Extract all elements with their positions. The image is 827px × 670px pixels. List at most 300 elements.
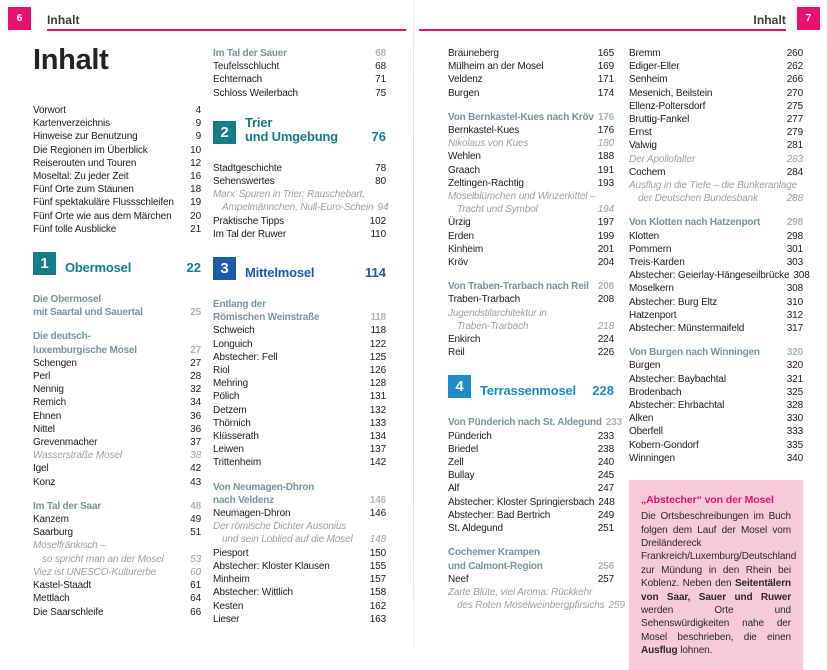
toc-entry-label: Die Regionen im Überblick	[33, 144, 148, 156]
toc-entry-page: 12	[190, 157, 201, 169]
toc-entry	[33, 130, 201, 143]
toc-heading	[33, 293, 201, 306]
toc-entry-label: Kröv	[448, 257, 468, 269]
toc-entry	[448, 482, 614, 495]
toc-entry-page: 131	[369, 391, 386, 403]
toc-entry	[33, 383, 201, 396]
toc-entry-label: Oberfell	[629, 426, 663, 438]
toc-entry-label: Klüsserath	[213, 431, 259, 443]
toc-note-page: 60	[190, 566, 201, 578]
toc-note-page: 53	[190, 553, 201, 565]
info-box-body	[641, 510, 797, 657]
toc-note	[448, 599, 625, 612]
toc-entry	[33, 104, 201, 117]
toc-entry-label: Ediger-Eller	[629, 61, 680, 73]
toc-entry	[213, 324, 386, 337]
toc-entry	[33, 513, 201, 526]
toc-entry-label: Abstecher: Geierlay-Hängeseilbrücke	[629, 270, 790, 282]
toc-entry-label: Pölich	[213, 391, 240, 403]
toc-entry-page: 78	[375, 162, 386, 174]
toc-entry-page: 34	[190, 397, 201, 409]
toc-note	[213, 201, 389, 214]
toc-entry-label: Briedel	[448, 443, 479, 455]
toc-entry	[448, 177, 614, 190]
section-number-badge: 3	[213, 257, 236, 280]
toc-entry	[33, 170, 201, 183]
toc-entry-label: Abstecher: Kloster Springiersbach	[448, 496, 595, 508]
toc-entry-label: Neef	[448, 573, 469, 585]
toc-entry-page: 61	[190, 580, 201, 592]
toc-entry-page: 80	[375, 176, 386, 188]
toc-entry-label: Graach	[448, 164, 480, 176]
toc-entry	[213, 443, 386, 456]
toc-entry	[629, 230, 803, 243]
toc-entry-label: Ernst	[629, 127, 652, 139]
toc-entry-page: 49	[190, 514, 201, 526]
toc-entry-page: 75	[375, 87, 386, 99]
toc-entry	[33, 396, 201, 409]
toc-entry	[33, 592, 201, 605]
toc-entry-label: Thörnich	[213, 417, 251, 429]
toc-entry-label: Remich	[33, 397, 66, 409]
column-gap	[33, 236, 201, 247]
toc-entry	[629, 309, 803, 322]
toc-entry-page: 284	[786, 166, 803, 178]
toc-entry-page: 266	[786, 74, 803, 86]
toc-entry	[629, 166, 803, 179]
toc-note	[33, 566, 201, 579]
toc-entry	[629, 269, 810, 282]
toc-note	[213, 533, 386, 546]
toc-entry-page: 333	[786, 426, 803, 438]
toc-entry	[448, 230, 614, 243]
toc-heading-label: Im Tal der Saar	[33, 500, 101, 512]
toc-entry	[213, 404, 386, 417]
toc-heading	[33, 306, 201, 319]
info-box-text: werden Orte und Sehenswürdigkeiten nahe der Mosel beschrieben, die einen	[641, 604, 791, 643]
toc-entry-page: 176	[597, 125, 614, 137]
toc-column-1	[33, 44, 201, 619]
toc-heading-page: 176	[597, 111, 614, 123]
column-gap	[213, 287, 386, 298]
toc-entry-label: Kesten	[213, 600, 244, 612]
toc-note-label: der Deutschen Bundesbank	[638, 193, 758, 205]
toc-entry	[213, 162, 386, 175]
section-page: 22	[186, 260, 201, 276]
abstecher-info-box	[629, 480, 803, 669]
toc-entry-label: Bullay	[448, 470, 475, 482]
toc-entry-label: Kinheim	[448, 243, 484, 255]
column-gap	[448, 535, 614, 546]
toc-entry	[448, 124, 614, 137]
toc-entry	[213, 364, 386, 377]
toc-entry-page: 10	[190, 144, 201, 156]
toc-entry	[33, 476, 201, 489]
page-title: Inhalt	[33, 44, 109, 76]
toc-entry-label: Abstecher: Wittlich	[213, 587, 293, 599]
toc-entry	[213, 586, 386, 599]
toc-note	[448, 307, 614, 320]
toc-entry-label: Moseltal: Zu jeder Zeit	[33, 171, 129, 183]
toc-entry-label: Pommern	[629, 243, 672, 255]
toc-entry-label: Mettlach	[33, 593, 70, 605]
toc-heading	[213, 298, 386, 311]
toc-entry	[448, 509, 614, 522]
toc-entry	[33, 606, 201, 619]
toc-entry-label: Ehnen	[33, 410, 62, 422]
page-number-left: 6	[8, 7, 31, 30]
toc-entry-label: St. Aldegund	[448, 523, 503, 535]
toc-heading-page: 25	[190, 307, 201, 319]
toc-note-label: und sein Loblied auf die Mosel	[222, 534, 353, 546]
toc-entry	[213, 228, 386, 241]
column-gap	[448, 405, 614, 416]
toc-entry-page: 193	[597, 177, 614, 189]
toc-entry-label: Abstecher: Ehrbachtal	[629, 400, 725, 412]
toc-entry-label: Brodenbach	[629, 386, 682, 398]
toc-entry-page: 126	[369, 365, 386, 377]
toc-entry-page: 36	[190, 423, 201, 435]
toc-entry	[213, 507, 386, 520]
toc-entry-page: 51	[190, 527, 201, 539]
toc-heading-page: 208	[597, 281, 614, 293]
toc-entry	[448, 293, 614, 306]
toc-entry-label: Burgen	[448, 87, 480, 99]
toc-entry-page: 157	[369, 574, 386, 586]
toc-entry	[213, 417, 386, 430]
toc-heading	[448, 416, 622, 429]
toc-heading-page: 118	[370, 312, 386, 324]
column-gap	[629, 205, 803, 216]
toc-entry-page: 128	[369, 378, 386, 390]
toc-entry-page: 251	[597, 523, 614, 535]
toc-entry	[629, 386, 803, 399]
toc-entry	[629, 100, 803, 113]
toc-entry	[33, 210, 201, 223]
toc-entry	[33, 196, 201, 209]
toc-entry-page: 328	[786, 400, 803, 412]
toc-entry-page: 279	[786, 127, 803, 139]
toc-heading-label: nach Veldenz	[213, 494, 274, 506]
toc-entry-page: 110	[370, 228, 386, 240]
toc-entry-page: 308	[786, 283, 803, 295]
section-page: 228	[592, 383, 614, 399]
toc-entry-label: Mesenich, Beilstein	[629, 87, 713, 99]
running-header-right: Inhalt	[753, 13, 786, 27]
toc-entry	[629, 126, 803, 139]
toc-section-1	[33, 252, 201, 275]
toc-entry-label: Zeltingen-Rachtig	[448, 177, 524, 189]
toc-entry-page: 37	[190, 437, 201, 449]
toc-entry-page: 312	[786, 309, 803, 321]
toc-entry-page: 298	[786, 230, 803, 242]
toc-entry-page: 233	[597, 430, 614, 442]
toc-entry	[448, 150, 614, 163]
toc-entry	[33, 423, 201, 436]
toc-entry	[213, 338, 386, 351]
toc-entry	[448, 496, 614, 509]
section-page: 114	[365, 265, 386, 281]
toc-note-label: Ausflug in die Tiefe – die Bunkeranlage	[629, 180, 798, 192]
toc-entry-label: Bremm	[629, 48, 661, 59]
toc-entry-page: 27	[190, 357, 201, 369]
toc-note	[213, 188, 386, 201]
toc-entry-page: 199	[597, 230, 614, 242]
section-number-badge: 2	[213, 121, 236, 144]
toc-entry-page: 208	[597, 294, 614, 306]
info-box-title: „Abstecher“ von der Mosel	[641, 494, 774, 507]
toc-entry-page: 19	[190, 197, 201, 209]
toc-entry-label: Pünderich	[448, 430, 492, 442]
toc-entry-page: 28	[190, 371, 201, 383]
toc-note	[448, 137, 614, 150]
toc-entry	[213, 573, 386, 586]
toc-entry	[629, 256, 803, 269]
toc-entry-page: 262	[786, 61, 803, 73]
toc-entry	[448, 333, 614, 346]
toc-entry-page: 18	[190, 184, 201, 196]
toc-entry	[213, 430, 386, 443]
toc-heading	[213, 494, 386, 507]
toc-note-label: Nikolaus von Kues	[448, 138, 529, 150]
toc-entry-page: 64	[190, 593, 201, 605]
toc-entry-page: 125	[369, 351, 386, 363]
section-title	[65, 261, 187, 275]
toc-heading-label: mit Saartal und Sauertal	[33, 307, 143, 319]
toc-note-label: Viez ist UNESCO-Kulturerbe	[33, 566, 157, 578]
toc-column-2	[213, 47, 389, 626]
toc-entry-label: Grevenmacher	[33, 437, 98, 449]
toc-entry	[33, 157, 201, 170]
toc-note-label: so spricht man an der Mosel	[42, 553, 164, 565]
toc-heading	[448, 280, 614, 293]
section-title-line: Obermosel	[65, 260, 132, 276]
column-gap	[213, 241, 386, 252]
toc-entry-page: 197	[597, 217, 614, 229]
toc-note-page: 180	[597, 138, 614, 150]
page-gutter-divider	[413, 0, 414, 648]
toc-entry	[33, 579, 201, 592]
toc-entry	[213, 377, 386, 390]
column-gap	[213, 470, 386, 481]
toc-section-2	[213, 116, 386, 144]
toc-entry-label: Brauneberg	[448, 48, 499, 59]
toc-entry-page: 169	[597, 61, 614, 73]
toc-entry	[629, 87, 803, 100]
toc-entry-page: 224	[597, 334, 614, 346]
toc-entry-label: Schengen	[33, 357, 77, 369]
toc-entry-label: Burgen	[629, 360, 661, 372]
toc-entry	[629, 243, 803, 256]
toc-heading	[213, 481, 386, 494]
toc-entry	[213, 215, 386, 228]
toc-entry-label: Reiserouten und Touren	[33, 157, 137, 169]
toc-heading-label: Von Burgen nach Winningen	[629, 347, 760, 359]
toc-entry-page: 162	[369, 600, 386, 612]
toc-entry	[629, 452, 803, 465]
toc-entry-page: 260	[786, 48, 803, 59]
toc-note	[448, 320, 614, 333]
toc-entry-label: Kastel-Staadt	[33, 580, 92, 592]
info-box-text: Die Ortsbeschreibungen im Buch folgen dem Lauf der Mosel vom Dreiländereck Frankreich/Luxemburg/Deutschland zur Mündung in den Rhein bei Koblenz. Neben den	[641, 511, 797, 590]
toc-entry-label: Detzem	[213, 404, 247, 416]
toc-entry	[213, 613, 386, 626]
toc-entry	[448, 469, 614, 482]
toc-entry	[213, 456, 386, 469]
toc-entry-page: 42	[190, 463, 201, 475]
toc-entry-page: 245	[597, 470, 614, 482]
toc-entry-label: Sehenswertes	[213, 176, 275, 188]
toc-heading	[448, 111, 614, 124]
toc-entry-label: Trittenheim	[213, 457, 261, 469]
toc-entry-label: Cochem	[629, 166, 666, 178]
toc-entry	[629, 399, 803, 412]
toc-entry-page: 137	[369, 444, 386, 456]
toc-note-page: 38	[190, 450, 201, 462]
toc-heading-label: Cochemer Krampen	[448, 547, 540, 559]
toc-entry-page: 201	[597, 243, 614, 255]
toc-entry-page: 257	[597, 573, 614, 585]
toc-entry-page: 68	[375, 61, 386, 73]
toc-entry-label: Leiwen	[213, 444, 244, 456]
toc-entry	[448, 256, 614, 269]
toc-heading-label: Die deutsch-	[33, 331, 91, 343]
toc-entry-label: Neumagen-Dhron	[213, 508, 291, 520]
toc-entry-page: 191	[597, 164, 614, 176]
toc-entry	[448, 73, 614, 86]
toc-entry-page: 132	[369, 404, 386, 416]
toc-entry-page: 158	[369, 587, 386, 599]
page-number-right: 7	[797, 7, 820, 30]
toc-note	[448, 190, 614, 203]
toc-entry-page: 335	[786, 439, 803, 451]
toc-entry-page: 248	[598, 496, 615, 508]
toc-entry-label: Enkirch	[448, 334, 481, 346]
toc-entry-page: 122	[369, 338, 386, 350]
toc-entry-page: 36	[190, 410, 201, 422]
toc-entry	[448, 573, 614, 586]
column-gap	[448, 269, 614, 280]
toc-entry	[448, 60, 614, 73]
toc-note-label: Moselblümchen und Winzerkittel –	[448, 191, 596, 203]
toc-heading-label: Die Obermosel	[33, 294, 101, 306]
column-gap	[33, 282, 201, 293]
toc-heading	[33, 500, 201, 513]
toc-note-label: Tracht und Symbol	[457, 204, 538, 216]
toc-entry	[448, 346, 614, 359]
toc-entry	[33, 526, 201, 539]
toc-entry	[33, 436, 201, 449]
toc-entry-page: 303	[786, 257, 803, 269]
toc-entry-label: Abstecher: Münstermaifeld	[629, 323, 745, 335]
toc-entry	[448, 443, 614, 456]
toc-entry-label: Kobern-Gondorf	[629, 439, 699, 451]
toc-entry-label: Alken	[629, 413, 654, 425]
toc-note	[33, 539, 201, 552]
toc-note-label: Ampelmännchen, Null-Euro-Schein	[222, 202, 374, 214]
toc-entry-label: Treis-Karden	[629, 257, 685, 269]
toc-entry-label: Piesport	[213, 547, 249, 559]
toc-entry	[629, 439, 803, 452]
toc-note-page: 148	[369, 534, 386, 546]
toc-entry	[33, 183, 201, 196]
toc-entry-label: Erden	[448, 230, 474, 242]
toc-heading-page: 298	[786, 217, 803, 229]
toc-section-4	[448, 375, 614, 398]
toc-entry-page: 226	[597, 347, 614, 359]
header-rule-left	[47, 29, 406, 31]
toc-entry	[448, 47, 614, 60]
toc-entry	[629, 60, 803, 73]
toc-entry-page: 66	[190, 606, 201, 618]
toc-entry-label: Reil	[448, 347, 465, 359]
toc-heading-label: Von Pünderich nach St. Aldegund	[448, 417, 602, 429]
info-box-bold-text: Ausflug	[641, 645, 678, 657]
toc-entry-label: Abstecher: Fell	[213, 351, 278, 363]
section-title-line: Terrassenmosel	[480, 383, 576, 399]
toc-entry-label: Traben-Trarbach	[448, 294, 521, 306]
toc-entry	[629, 322, 803, 335]
column-gap	[629, 335, 803, 346]
toc-entry-label: Schloss Weilerbach	[213, 87, 298, 99]
toc-entry-label: Hinweise zur Benutzung	[33, 131, 138, 143]
toc-entry	[213, 351, 386, 364]
section-title-line: Mittelmosel	[245, 265, 315, 281]
toc-entry-page: 301	[786, 243, 803, 255]
toc-entry-label: Fünf Orte zum Staunen	[33, 184, 134, 196]
toc-entry-page: 238	[597, 443, 614, 455]
toc-entry-label: Abstecher: Baybachtal	[629, 373, 726, 385]
toc-entry-page: 330	[786, 413, 803, 425]
toc-note-label: Der Apollofalter	[629, 153, 696, 165]
toc-note	[629, 153, 803, 166]
toc-entry-label: Ellenz-Poltersdorf	[629, 100, 706, 112]
toc-note	[448, 203, 614, 216]
toc-entry-label: Teufelsschlucht	[213, 61, 280, 73]
toc-entry	[448, 430, 614, 443]
toc-entry-label: Klotten	[629, 230, 660, 242]
toc-heading-label: Entlang der	[213, 299, 266, 311]
toc-entry	[448, 456, 614, 469]
toc-note	[629, 192, 803, 205]
toc-heading	[629, 346, 803, 359]
toc-entry	[33, 370, 201, 383]
toc-heading-label: Von Klotten nach Hatzenport	[629, 217, 761, 229]
toc-entry-label: Veldenz	[448, 74, 483, 86]
toc-entry	[213, 560, 386, 573]
toc-heading-label: Römischen Weinstraße	[213, 312, 320, 324]
toc-entry-label: Die Saarschleife	[33, 606, 104, 618]
toc-entry-page: 270	[786, 87, 803, 99]
toc-heading	[629, 216, 803, 229]
toc-entry-label: Minheim	[213, 574, 250, 586]
column-gap	[33, 489, 201, 500]
toc-note-page: 259	[608, 600, 625, 612]
toc-entry-label: Zell	[448, 457, 464, 469]
toc-entry	[448, 216, 614, 229]
toc-entry-page: 281	[786, 140, 803, 152]
toc-heading-label: Von Neumagen-Dhron	[213, 481, 315, 493]
toc-heading-label: luxemburgische Mosel	[33, 344, 137, 356]
toc-entry-label: Winningen	[629, 452, 675, 464]
section-title-line: Trier	[245, 114, 273, 130]
section-title	[480, 384, 592, 398]
toc-note-page: 194	[597, 204, 614, 216]
section-title	[245, 266, 365, 280]
toc-entry	[33, 462, 201, 475]
toc-entry-label: Bruttig-Fankel	[629, 114, 690, 126]
toc-entry-page: 32	[190, 384, 201, 396]
